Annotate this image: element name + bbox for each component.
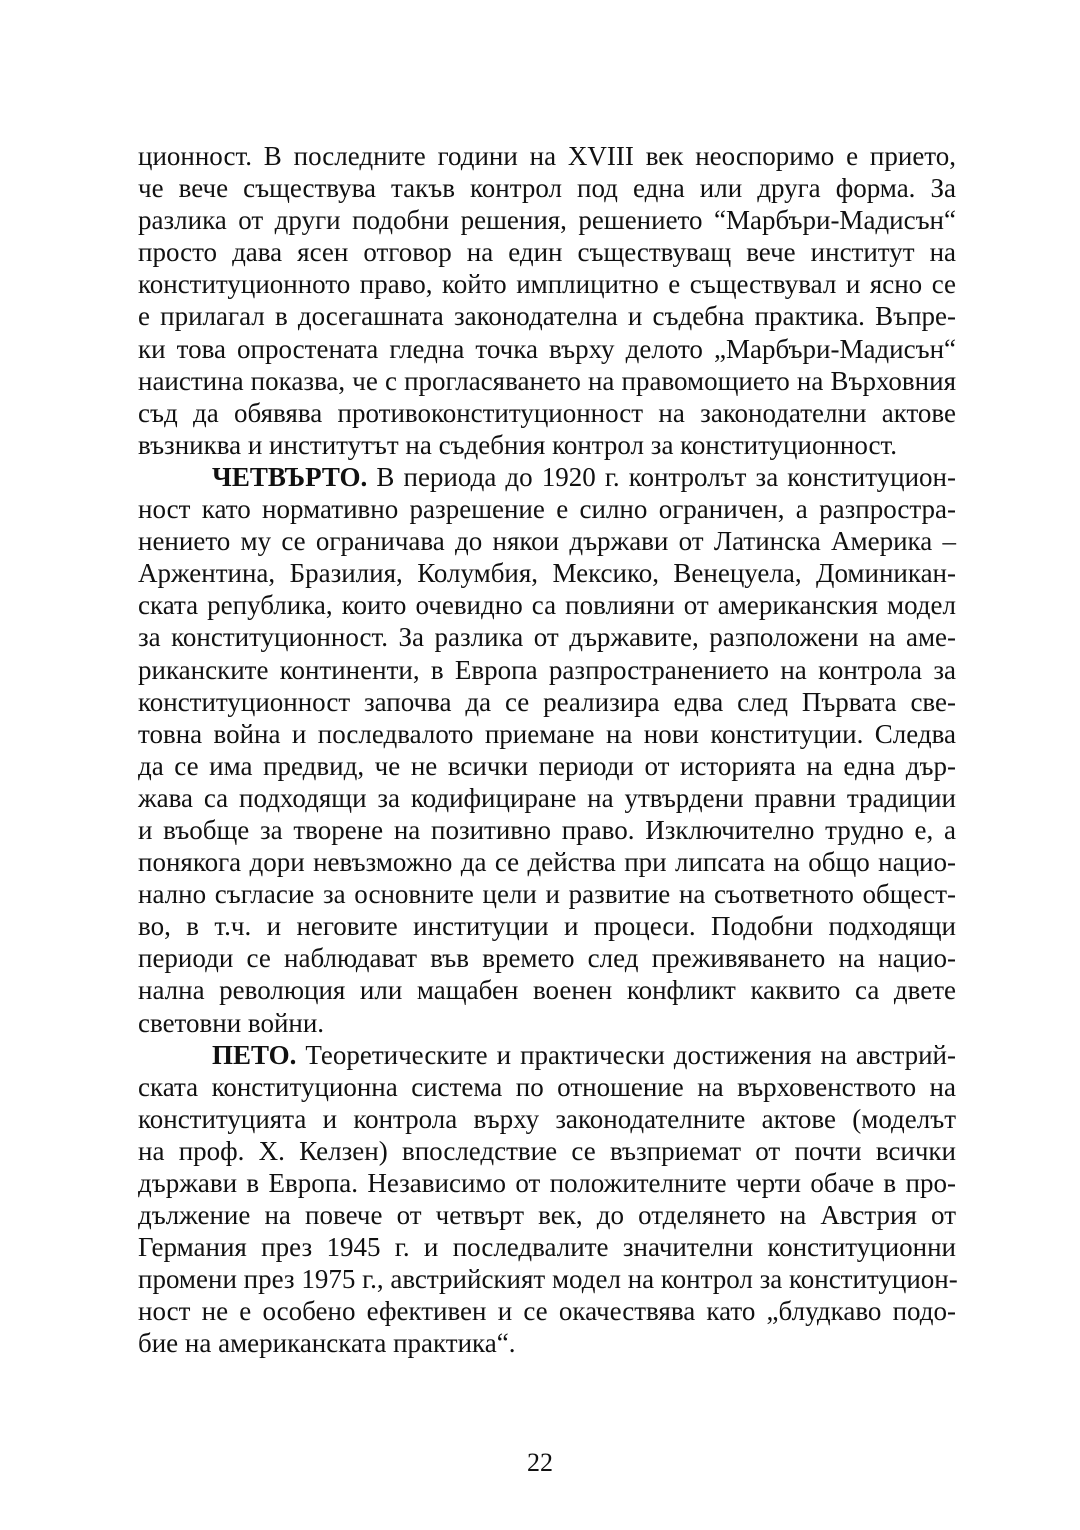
text-line: възниква и институтът на съдебния контрол за конституционност.	[138, 429, 898, 460]
text-line: конституционното право, който имплицитно е съществувал и ясно се	[138, 269, 956, 300]
text-line: ската конституционна система по отношение на върховенството на	[138, 1071, 956, 1102]
text-line: разлика от други подобни решения, решението “Марбъри-Мадисън“	[138, 205, 956, 236]
paragraph-1	[138, 140, 956, 461]
text-line: периоди се наблюдават във времето след преживяването на нацио-	[138, 943, 956, 974]
text-line: световни войни.	[138, 1007, 325, 1038]
text-line: товна война и последвалото приемане на нови конституции. Следва	[138, 718, 956, 749]
text-line: ската република, които очевидно са повлияни от американския модел	[138, 590, 956, 621]
text-line-rest: Теоретическите и практически достижения на австрий-	[296, 1039, 956, 1070]
text-line: конституцията и контрола върху законодателните актове (моделът	[138, 1103, 956, 1134]
text-line-rest: В периода до 1920 г. контролът за конституцион-	[367, 461, 956, 492]
text-line: во, в т.ч. и неговите институции и процеси. Подобни подходящи	[138, 911, 956, 942]
text-line: нална революция или мащабен военен конфликт каквито са двете	[138, 975, 956, 1006]
body-text	[138, 140, 956, 1360]
section-heading-fifth: ПЕТО.	[212, 1039, 297, 1070]
text-line-first	[138, 461, 956, 493]
paragraph-3	[138, 1039, 956, 1360]
text-line: Аржентина, Бразилия, Колумбия, Мексико, Венецуела, Доминикан-	[138, 558, 956, 589]
section-heading-fourth: ЧЕТВЪРТО.	[212, 461, 368, 492]
page-number: 22	[527, 1448, 553, 1477]
text-line: ционност. В последните години на XVIII век неоспоримо е прието,	[138, 141, 956, 171]
text-line: ност не е особено ефективен и се окачествява като „блудкаво подо-	[138, 1296, 956, 1327]
text-line: жава са подходящи за кодифициране на утвърдени правни традиции	[138, 782, 956, 813]
text-line: просто дава ясен отговор на един съществуващ вече институт на	[138, 237, 956, 268]
text-line: че вече съществува такъв контрол под една или друга форма. За	[138, 173, 956, 204]
text-line: на проф. Х. Келзен) впоследствие се възприемат от почти всички	[138, 1135, 956, 1166]
text-line: промени през 1975 г., австрийският модел на контрол за конституцион-	[138, 1264, 958, 1295]
text-line: и въобще за творене на позитивно право. Изключително трудно е, а	[138, 814, 956, 845]
text-line: дължение на повече от четвърт век, до отделянето на Австрия от	[138, 1200, 956, 1231]
text-line: конституционност започва да се реализира едва след Първата све-	[138, 686, 956, 717]
text-line: за конституционност. За разлика от държавите, разположени на аме-	[138, 622, 956, 653]
text-line: риканските континенти, в Европа разпространението на контрола за	[138, 654, 956, 685]
text-line: да се има предвид, че не всички периоди от историята на една дър-	[138, 750, 956, 781]
text-line: държави в Европа. Независимо от положителните черти обаче в про-	[138, 1168, 956, 1198]
text-line: наистина показва, че с прогласяването на правомощието на Върховния	[138, 365, 956, 396]
paragraph-2	[138, 461, 956, 1039]
text-line: ки това опростената гледна точка върху делото „Марбъри-Мадисън“	[138, 333, 956, 364]
text-line: нално съгласие за основните цели и развитие на съответното общест-	[138, 879, 956, 910]
text-line: нението му се ограничава до някои държави от Латинска Америка –	[138, 526, 956, 557]
text-line: понякога дори невъзможно да се действа при липсата на общо нацио-	[138, 847, 956, 878]
text-line: е прилагал в досегашната законодателна и съдебна практика. Въпре-	[138, 301, 956, 332]
text-line: Германия през 1945 г. и последвалите значителни конституционни	[138, 1232, 956, 1263]
text-line: съд да обявява противоконституционност на законодателни актове	[138, 397, 956, 428]
text-line-first	[138, 1039, 956, 1071]
text-line: ност като нормативно разрешение е силно ограничен, а разпростра-	[138, 494, 956, 525]
text-line: бие на американската практика“.	[138, 1328, 516, 1359]
